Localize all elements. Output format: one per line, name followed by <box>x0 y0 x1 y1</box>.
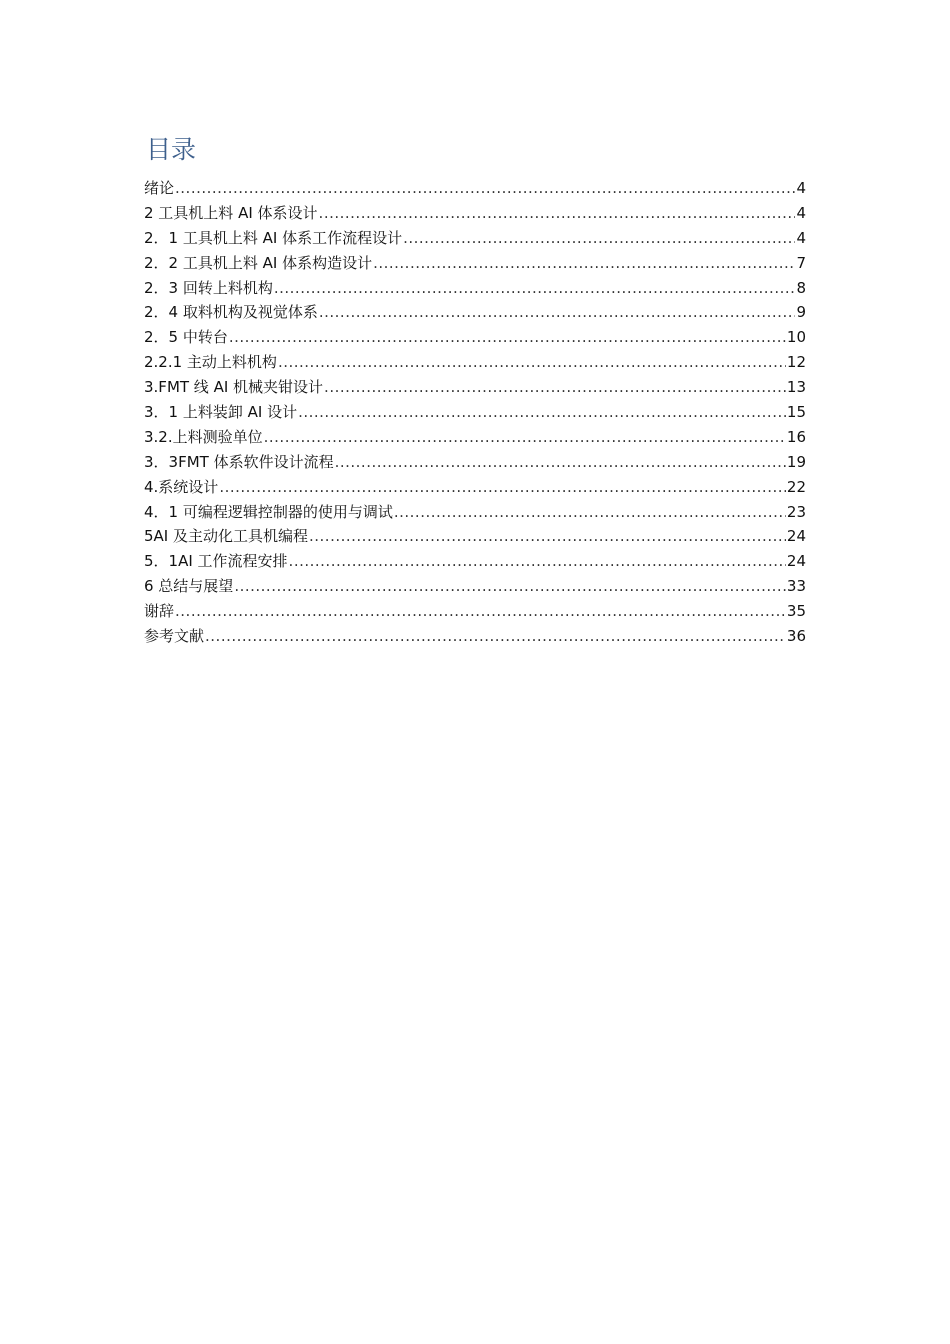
toc-entry[interactable] <box>144 276 806 301</box>
toc-entry-page-number: 24 <box>786 527 806 546</box>
toc-dot-leader <box>319 201 796 226</box>
toc-entry-label: 2 工具机上料 AI 体系设计 <box>144 203 318 222</box>
toc-entry[interactable] <box>144 201 806 226</box>
toc-entry-page-number: 19 <box>786 452 806 471</box>
toc-entry[interactable] <box>144 524 806 549</box>
toc-entry[interactable] <box>144 251 806 276</box>
toc-entry-label: 参考文献 <box>144 627 205 646</box>
toc-dot-leader <box>219 475 786 500</box>
toc-entry-label: 绪论 <box>144 179 175 197</box>
toc-title: 目录 <box>146 135 197 164</box>
toc-entry-page-number: 35 <box>786 602 806 621</box>
toc-dot-leader <box>229 325 786 350</box>
toc-dot-leader <box>335 450 786 475</box>
toc-entry-label: 2．3 回转上料机构 <box>144 278 273 297</box>
toc-entry-label: 2．1 工具机上料 AI 体系工作流程设计 <box>144 228 403 247</box>
toc-entry-label: 5．1AI 工作流程安排 <box>144 552 288 571</box>
toc-entry-page-number: 15 <box>786 403 806 422</box>
toc-entry-label: 4．1 可编程逻辑控制器的使用与调试 <box>144 502 393 521</box>
toc-dot-leader <box>403 226 795 251</box>
toc-dot-leader <box>289 549 786 574</box>
toc-entry[interactable] <box>144 425 806 450</box>
toc-dot-leader <box>278 350 786 375</box>
toc-entry[interactable] <box>144 624 806 649</box>
toc-dot-leader <box>298 400 786 425</box>
toc-entry[interactable] <box>144 375 806 400</box>
toc-entry-page-number: 8 <box>796 278 806 297</box>
toc-list <box>144 176 806 649</box>
toc-entry[interactable] <box>144 300 806 325</box>
toc-entry-page-number: 36 <box>786 627 806 646</box>
toc-entry-label: 谢辞 <box>144 602 175 621</box>
toc-entry-page-number: 4 <box>796 203 806 222</box>
toc-entry-page-number: 22 <box>786 477 806 496</box>
toc-entry-label: 3．1 上料装卸 AI 设计 <box>144 403 298 422</box>
toc-dot-leader <box>373 251 795 276</box>
toc-entry-page-number: 33 <box>786 577 806 596</box>
toc-entry[interactable] <box>144 226 806 251</box>
toc-entry-page-number: 9 <box>796 303 806 322</box>
toc-dot-leader <box>205 624 786 649</box>
toc-dot-leader <box>234 574 786 599</box>
toc-dot-leader <box>264 425 786 450</box>
toc-entry[interactable] <box>144 176 806 201</box>
toc-dot-leader <box>324 375 786 400</box>
toc-dot-leader <box>319 300 796 325</box>
toc-entry-label: 3．3FMT 体系软件设计流程 <box>144 452 334 471</box>
toc-entry[interactable] <box>144 450 806 475</box>
toc-entry[interactable] <box>144 500 806 525</box>
toc-dot-leader <box>274 276 796 301</box>
toc-entry-page-number: 7 <box>796 253 806 272</box>
toc-entry-page-number: 13 <box>786 378 806 397</box>
toc-entry-page-number: 4 <box>796 228 806 247</box>
toc-entry-label: 6 总结与展望 <box>144 577 234 596</box>
toc-entry[interactable] <box>144 350 806 375</box>
toc-entry-page-number: 23 <box>786 502 806 521</box>
toc-entry-label: 2．4 取料机构及视觉体系 <box>144 303 318 322</box>
toc-dot-leader <box>394 500 786 525</box>
toc-entry-page-number: 16 <box>786 427 806 446</box>
toc-entry-page-number: 4 <box>796 179 806 197</box>
toc-dot-leader <box>309 524 786 549</box>
toc-entry[interactable] <box>144 400 806 425</box>
toc-entry-page-number: 12 <box>786 353 806 372</box>
toc-entry[interactable] <box>144 325 806 350</box>
toc-entry-label: 3.FMT 线 AI 机械夹钳设计 <box>144 378 324 397</box>
toc-entry-label: 5AI 及主动化工具机编程 <box>144 527 308 546</box>
toc-entry[interactable] <box>144 574 806 599</box>
toc-dot-leader <box>175 176 795 201</box>
toc-entry-label: 2．5 中转台 <box>144 328 228 347</box>
toc-entry-label: 2．2 工具机上料 AI 体系构造设计 <box>144 253 373 272</box>
toc-dot-leader <box>175 599 786 624</box>
toc-entry-page-number: 24 <box>786 552 806 571</box>
toc-entry-label: 2.2.1 主动上料机构 <box>144 353 277 372</box>
toc-entry[interactable] <box>144 599 806 624</box>
toc-entry[interactable] <box>144 475 806 500</box>
toc-entry[interactable] <box>144 549 806 574</box>
toc-entry-page-number: 10 <box>786 328 806 347</box>
toc-entry-label: 4.系统设计 <box>144 477 219 496</box>
toc-entry-label: 3.2.上料测验单位 <box>144 427 263 446</box>
